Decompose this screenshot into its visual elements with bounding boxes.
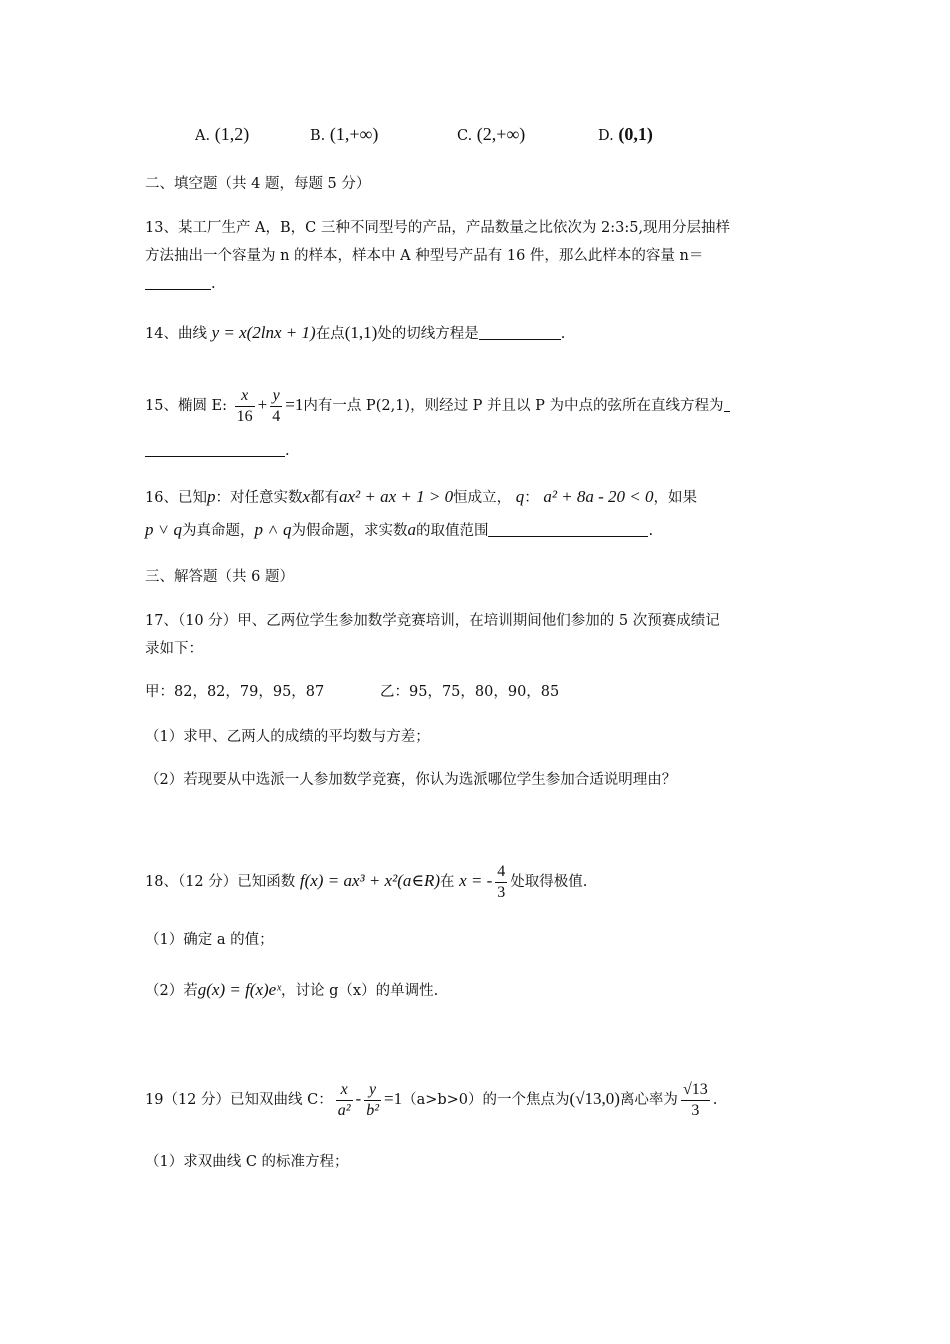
q15-y-numerator: y <box>270 386 282 407</box>
q13-answer-blank <box>145 275 211 290</box>
q19: 19（12 分）已知双曲线 C： $\frac{x}{\text{a²}}$ - $\frac{y}{\text{b²}}$ =1（a>b>0）的一个焦点为(√13,0)离心率为 $\frac{√13}{3}$ . <box>145 1080 718 1119</box>
q14-answer-blank <box>479 325 561 340</box>
q15: 15、椭圆 E: $\frac{x}{16}$ + $\frac{y}{4}$ =1内有一点 P(2,1)，则经过 P 并且以 P 为中点的弦所在直线方程为 <box>145 382 730 429</box>
q13-period: . <box>211 276 216 292</box>
q16-p-and-q: p ˄ q <box>254 520 292 539</box>
q16-text-6: 为真命题， <box>181 523 255 539</box>
q19-x-denominator: a² <box>337 1101 351 1119</box>
q14-suffix: 处的切线方程是 <box>377 326 479 342</box>
q19-eccentricity-numerator: √13 <box>681 1080 710 1101</box>
q18-numerator: 4 <box>495 862 507 883</box>
q19-y-numerator: y <box>364 1080 381 1101</box>
q15-line-2 <box>145 441 290 461</box>
q16-inequality-1: ax² + ax + 1 > 0 <box>339 487 454 506</box>
q15-y-denominator: 4 <box>272 407 281 425</box>
option-d <box>598 124 653 145</box>
q15-period: . <box>285 443 290 459</box>
option-b <box>310 124 378 145</box>
option-c-value: (2,+∞) <box>476 124 526 144</box>
option-a-letter: A. <box>195 128 211 144</box>
q17-part-1: （1）求甲、乙两人的成绩的平均数与方差； <box>145 729 430 745</box>
q16-a: a <box>407 520 416 539</box>
q18 <box>145 858 587 905</box>
q16-line-1 <box>145 487 697 508</box>
q16-text-8: 的取值范围 <box>415 523 489 539</box>
option-b-letter: B. <box>310 128 326 144</box>
q14 <box>145 323 565 344</box>
q14-point: (1,1) <box>344 323 378 342</box>
q17-line-1: 17、（10 分）甲、乙两位学生参加数学竞赛培训，在培训期间他们参加的 5 次预赛成绩记 <box>145 613 720 629</box>
q19-y-denominator: b² <box>366 1101 379 1119</box>
q15-x-denominator: 16 <box>236 407 253 425</box>
q16-q: q <box>515 487 525 506</box>
q15-equals-one: =1 <box>285 395 304 414</box>
q18-denominator: 3 <box>497 883 506 901</box>
q16-text-3: 恒成立， <box>453 490 512 506</box>
q16-text-1: ：对任意实数 <box>215 490 303 506</box>
q19-equals-one: =1 <box>383 1089 403 1108</box>
section-3-heading: 三、解答题（共 6 题） <box>145 569 294 585</box>
q15-answer-blank <box>145 442 285 457</box>
q19-eccentricity <box>681 1080 710 1121</box>
q18-suffix: 处取得极值. <box>510 874 588 890</box>
q13-line-1: 13、某工厂生产 A，B，C 三种不同型号的产品，产品数量之比依次为 2:3:5,现用分层抽样 <box>145 220 731 236</box>
q16-x: x <box>302 487 310 506</box>
q14-mid: 在点 <box>315 326 345 342</box>
q18-part-2-prefix: （2）若 <box>145 983 198 999</box>
q14-curve-equation: y = x(2lnx + 1) <box>211 323 316 342</box>
q19-fraction-x <box>336 1080 353 1121</box>
q19-eccentricity-denominator: 3 <box>691 1101 700 1119</box>
q14-period: . <box>560 326 566 342</box>
q18-part-2 <box>145 980 438 1001</box>
q19-condition: （a>b>0）的一个焦点为 <box>402 1092 570 1108</box>
option-a-value: (1,2) <box>214 124 250 144</box>
q16-text-5: ，如果 <box>653 490 698 506</box>
option-c-letter: C. <box>457 128 473 144</box>
q19-part-1: （1）求双曲线 C 的标准方程； <box>145 1154 349 1170</box>
q13-line-3 <box>145 274 216 294</box>
q15-prefix: 15、椭圆 E: <box>145 398 228 414</box>
q16-prefix: 16、已知 <box>145 490 207 506</box>
q17-part-2: （2）若现要从中选派一人参加数学竞赛，你认为选派哪位学生参加合适说明理由？ <box>145 772 677 788</box>
q15-fraction-y <box>270 386 282 427</box>
option-a <box>195 124 249 145</box>
q19-x-numerator: x <box>336 1080 353 1101</box>
q18-fraction <box>495 862 507 903</box>
option-d-letter: D. <box>598 128 614 144</box>
q15-text: 内有一点 P(2,1)，则经过 P 并且以 P 为中点的弦所在直线方程为 <box>303 398 724 414</box>
q17-jia-scores: 甲：82，82，79，95，87 <box>145 684 325 700</box>
option-d-value: (0,1) <box>618 124 653 144</box>
option-c <box>457 124 525 145</box>
q19-eccentricity-label: 离心率为 <box>619 1092 678 1108</box>
q16-line-2 <box>145 520 653 541</box>
q18-prefix: 18、（12 分）已知函数 <box>145 874 296 890</box>
q16-answer-blank <box>488 522 648 537</box>
q16-inequality-2: a² + 8a - 20 < 0 <box>543 487 654 506</box>
q18-x-equals: x = - <box>459 871 493 890</box>
q19-period: . <box>712 1092 718 1108</box>
q16-text-4: ： <box>524 490 539 506</box>
q18-part-2-suffix: ，讨论 g（x）的单调性. <box>281 983 439 999</box>
q19-focus: (√13,0) <box>569 1089 620 1108</box>
q18-part-1: （1）确定 a 的值； <box>145 932 274 948</box>
q17-line-2: 录如下： <box>145 641 203 657</box>
q16-period: . <box>648 523 654 539</box>
q15-x-numerator: x <box>235 386 255 407</box>
q14-prefix: 14、曲线 <box>145 326 207 342</box>
q15-blank-start <box>724 397 730 412</box>
q19-prefix: 19（12 分）已知双曲线 C： <box>145 1092 333 1108</box>
q18-function: f(x) = ax³ + x²(a∈R) <box>299 871 440 890</box>
q16-text-7: 为假命题，求实数 <box>291 523 408 539</box>
q18-mid: 在 <box>439 874 455 890</box>
section-2-heading: 二、填空题（共 4 题，每题 5 分） <box>145 176 371 192</box>
q16-p-or-q: p ˅ q <box>145 520 182 539</box>
q18-g-function: g(x) = f(x)eˣ <box>197 980 282 999</box>
q16-p: p <box>206 487 216 506</box>
q16-text-2: 都有 <box>310 490 339 506</box>
q13-line-2: 方法抽出一个容量为 n 的样本，样本中 A 种型号产品有 16 件，那么此样本的容量 n＝ <box>145 248 704 264</box>
q17-yi-scores: 乙：95，75，80，90，85 <box>380 684 560 700</box>
q19-fraction-y <box>364 1080 381 1121</box>
q15-fraction-x <box>235 386 255 427</box>
option-b-value: (1,+∞) <box>329 124 379 144</box>
